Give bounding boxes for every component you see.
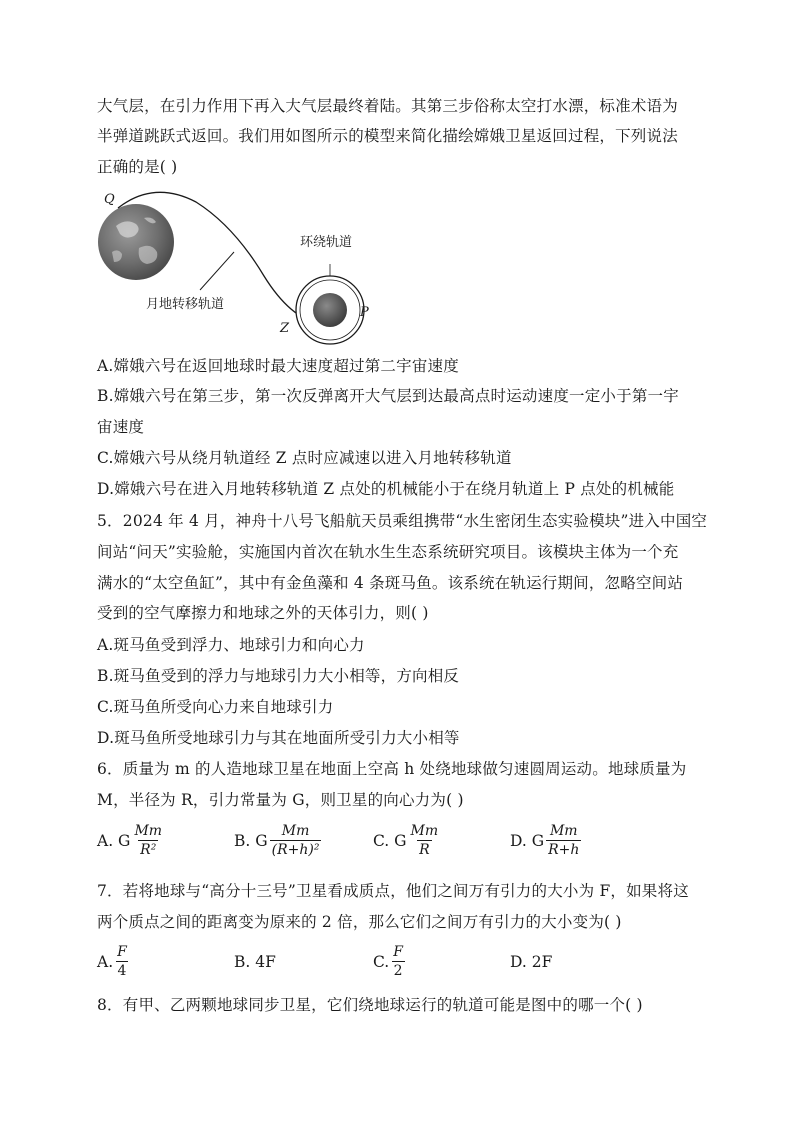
- q6-option-d-fraction: [546, 822, 581, 859]
- q6-option-c-fraction: [409, 822, 441, 859]
- q7-option-c-numerator: F: [393, 944, 403, 960]
- q4-option-b-line-1: B.嫦娥六号在第三步，第一次反弹离开大气层到达最高点时运动速度一定小于第一宇: [97, 387, 679, 405]
- q5-option-d: D.斑马鱼所受地球引力与其在地面所受引力大小相等: [97, 729, 460, 747]
- q7-options: [97, 943, 717, 989]
- q7-option-a: [97, 943, 129, 980]
- q7-option-b: B. 4F: [234, 953, 276, 971]
- q7-option-a-fraction: [115, 943, 129, 980]
- orbit-diagram-svg: [94, 186, 394, 346]
- q7-option-a-denominator: 4: [117, 963, 127, 979]
- label-orbit: 环绕轨道: [300, 235, 353, 250]
- q6-option-a-prefix: A. G: [97, 831, 131, 850]
- q5-stem-line-4: 受到的空气摩擦力和地球之外的天体引力，则( ): [97, 604, 429, 622]
- q5-stem-line-1: 5．2024 年 4 月，神舟十八号飞船航天员乘组携带“水生密闭生态实验模块”进入中国空: [97, 512, 708, 530]
- q5-option-b: B.斑马鱼受到的浮力与地球引力大小相等，方向相反: [97, 667, 460, 685]
- q6-stem-line-2: M，半径为 R，引力常量为 G，则卫星的向心力为( ): [97, 791, 464, 809]
- q6-stem-line-1: 6．质量为 m 的人造地球卫星在地面上空高 h 处绕地球做匀速圆周运动。地球质量为: [97, 760, 687, 778]
- orbit-diagram: [94, 186, 394, 350]
- q5-option-c: C.斑马鱼所受向心力来自地球引力: [97, 698, 334, 716]
- q7-option-c-denominator: 2: [393, 963, 403, 979]
- q8-stem: 8．有甲、乙两颗地球同步卫星，它们绕地球运行的轨道可能是图中的哪一个( ): [97, 996, 643, 1014]
- earth-icon: [98, 204, 174, 280]
- q4-option-c: C.嫦娥六号从绕月轨道经 Z 点时应减速以进入月地转移轨道: [97, 449, 512, 467]
- q6-option-a-fraction: [132, 822, 164, 859]
- q6-option-c-numerator: Mm: [410, 823, 439, 839]
- label-z: Z: [280, 321, 290, 336]
- q7-option-a-numerator: F: [117, 944, 127, 960]
- q6-option-a: [97, 822, 164, 859]
- q5-stem-line-2: 间站“问天”实验舱，实施国内首次在轨水生生态系统研究项目。该模块主体为一个充: [97, 543, 679, 561]
- q7-option-c: [373, 943, 405, 980]
- q4-option-d: D.嫦娥六号在进入月地转移轨道 Z 点处的机械能小于在绕月轨道上 P 点处的机械能: [97, 480, 675, 498]
- q6-option-d-prefix: D. G: [510, 831, 545, 850]
- q7-stem-line-1: 7．若将地球与“高分十三号”卫星看成质点，他们之间万有引力的大小为 F，如果将这: [97, 882, 689, 900]
- q6-option-d-numerator: Mm: [549, 823, 578, 839]
- q6-option-a-denominator: R²: [140, 842, 157, 858]
- transfer-label-pointer: [200, 252, 234, 290]
- q4-option-b-line-2: 宙速度: [97, 418, 145, 436]
- intro-line-3: 正确的是( ): [97, 158, 178, 176]
- q6-option-b-numerator: Mm: [281, 823, 310, 839]
- q6-option-b-denominator: (R+h)²: [271, 842, 320, 858]
- q5-stem-line-3: 满水的“太空鱼缸”，其中有金鱼藻和 4 条斑马鱼。该系统在轨运行期间，忽略空间站: [97, 574, 684, 592]
- q7-option-a-prefix: A.: [97, 952, 114, 971]
- q6-option-a-numerator: Mm: [134, 823, 163, 839]
- label-q: Q: [104, 192, 115, 207]
- q4-option-a: A.嫦娥六号在返回地球时最大速度超过第二宇宙速度: [97, 357, 459, 375]
- q7-stem-line-2: 两个质点之间的距离变为原来的 2 倍，那么它们之间万有引力的大小变为( ): [97, 913, 622, 931]
- q7-option-c-fraction: [391, 943, 405, 980]
- q6-option-d: [510, 822, 581, 859]
- intro-line-1: 大气层，在引力作用下再入大气层最终着陆。其第三步俗称太空打水漂，标准术语为: [97, 97, 678, 115]
- q6-option-b-prefix: B. G: [234, 831, 268, 850]
- q6-option-c: [373, 822, 440, 859]
- q7-option-d: D. 2F: [510, 953, 553, 971]
- q6-option-b: [234, 822, 321, 859]
- q6-options: [97, 822, 717, 870]
- label-p: P: [360, 305, 369, 320]
- moon-icon: [313, 293, 347, 327]
- q6-option-b-fraction: [270, 822, 322, 859]
- q6-option-d-denominator: R+h: [548, 842, 580, 858]
- label-transfer: 月地转移轨道: [146, 297, 225, 312]
- intro-line-2: 半弹道跳跃式返回。我们用如图所示的模型来简化描绘嫦娥卫星返回过程，下列说法: [97, 127, 678, 145]
- q5-option-a: A.斑马鱼受到浮力、地球引力和向心力: [97, 636, 365, 654]
- q7-option-c-prefix: C.: [373, 952, 390, 971]
- q6-option-c-prefix: C. G: [373, 831, 407, 850]
- q6-option-c-denominator: R: [419, 842, 430, 858]
